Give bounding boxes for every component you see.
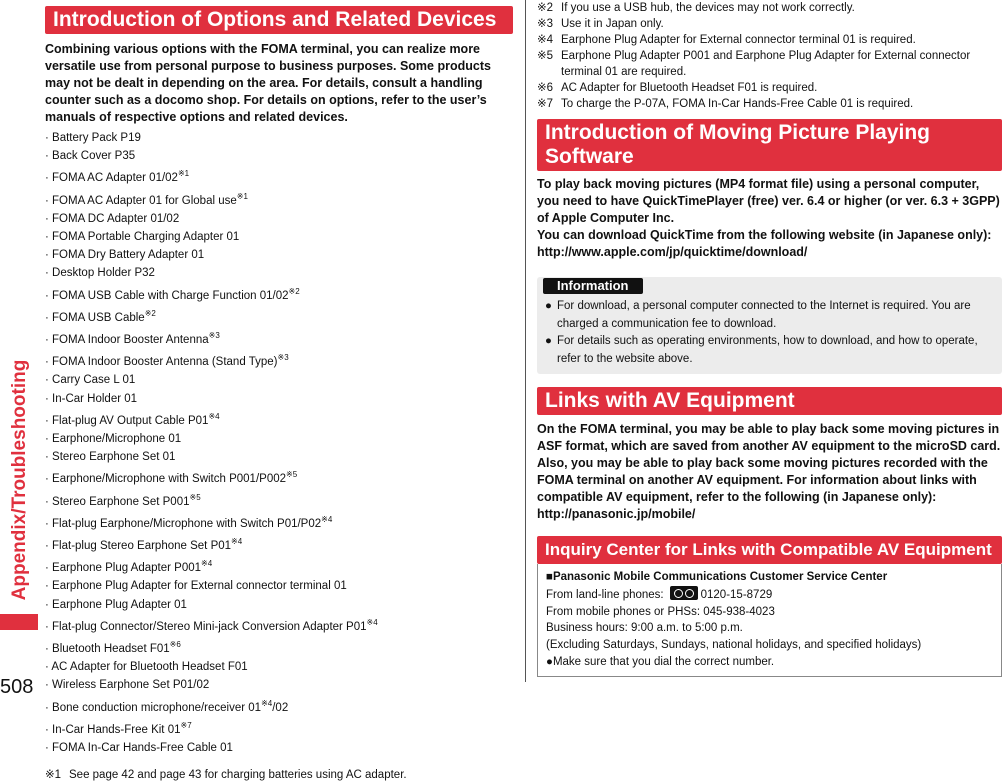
bullet-icon: ●: [545, 335, 552, 347]
information-box: [537, 277, 1002, 374]
av-body: [537, 421, 1002, 523]
information-label: Information: [543, 278, 643, 294]
option-item-text: · FOMA AC Adapter 01 for Global use: [45, 194, 237, 207]
landline-line: [546, 586, 993, 604]
option-item: [45, 228, 513, 246]
footnote-mark: ※3: [537, 18, 554, 30]
footnote-ref: ※4: [366, 617, 378, 627]
info-bullet: [537, 298, 1002, 333]
option-item: [45, 349, 513, 371]
option-item-text: · FOMA In-Car Hands-Free Cable 01: [45, 742, 233, 755]
excluding-days: (Excluding Saturdays, Sundays, national holidays, and specified holidays): [546, 639, 922, 652]
footnote-ref: ※5: [189, 492, 201, 502]
footnote: [537, 96, 1002, 112]
info-bullet-text: For download, a personal computer connected to the Internet is required. You are charged a communication fee to download.: [557, 300, 971, 330]
column-divider: [525, 0, 526, 682]
option-item: [45, 739, 513, 757]
option-item: [45, 283, 513, 305]
footnote-mark: ※2: [537, 2, 554, 14]
footnote-text: See page 42 and page 43 for charging batteries using AC adapter.: [69, 769, 407, 782]
option-item-text: · Back Cover P35: [45, 150, 136, 163]
video-body-1: To play back moving pictures (MP4 format file) using a personal computer, you need to have QuickTimePlayer (free) ver. 6.4 or higher (or ver. 6.3 + 3GPP) of Apple Computer Inc.: [537, 177, 1000, 225]
option-item-text: · Bluetooth Headset F01: [45, 643, 170, 656]
footnote: [537, 80, 1002, 96]
footnote-ref: ※2: [144, 308, 156, 318]
section-tab-label: Appendix/Troubleshooting: [9, 359, 30, 601]
option-item-text: · FOMA DC Adapter 01/02: [45, 212, 180, 225]
footnote-mark: ※4: [537, 34, 554, 46]
footnote-ref: ※6: [169, 640, 181, 650]
option-item: [45, 466, 513, 488]
option-item-text: · Earphone Plug Adapter P001: [45, 562, 202, 575]
video-heading: Introduction of Moving Picture Playing Software: [537, 119, 1002, 171]
footnote-mark: ※7: [537, 98, 554, 110]
option-item-text: · FOMA Indoor Booster Antenna: [45, 334, 209, 347]
video-body-2: You can download QuickTime from the following website (in Japanese only):: [537, 228, 992, 242]
info-bullet-text: For details such as operating environments, how to download, and how to operate, refer to the website above.: [557, 335, 978, 365]
option-item: [45, 636, 513, 658]
option-item: [45, 511, 513, 533]
footnote-mark: ※5: [537, 50, 554, 62]
footnote-ref: ※4: [321, 514, 333, 524]
contact-box: [537, 564, 1002, 677]
option-item: [45, 264, 513, 282]
av-heading: Links with AV Equipment: [537, 387, 1002, 415]
footnote-text: Earphone Plug Adapter P001 and Earphone Plug Adapter for External connector terminal 01 are required.: [561, 50, 971, 78]
footnote-ref: ※7: [180, 720, 192, 730]
option-item-text: · Flat-plug Stereo Earphone Set P01: [45, 540, 232, 553]
footnote: [537, 16, 1002, 32]
footnote-1: [45, 767, 513, 783]
option-item: [45, 717, 513, 739]
footnote-ref: ※4: [208, 411, 220, 421]
option-item-text: · Bone conduction microphone/receiver 01: [45, 701, 262, 714]
footnote-ref: ※2: [288, 286, 300, 296]
info-bullet: [537, 333, 1002, 368]
footnote-mark: ※6: [537, 82, 554, 94]
video-body: [537, 176, 1002, 261]
footnote-ref: ※4: [261, 698, 273, 708]
option-item-text: · FOMA AC Adapter 01/02: [45, 172, 178, 185]
footnotes: [537, 0, 1002, 112]
footnote-ref: ※1: [236, 191, 248, 201]
footnote: [537, 0, 1002, 16]
inquiry-section: [537, 536, 1002, 677]
option-item: [45, 327, 513, 349]
quicktime-url[interactable]: http://www.apple.com/jp/quicktime/download/: [537, 245, 808, 259]
mobile-line: From mobile phones or PHSs: 045-938-4023: [546, 605, 775, 618]
av-body-text: On the FOMA terminal, you may be able to play back some moving pictures in ASF format, which are saved from another AV equipment to the microSD card. Also, you may be able to play back some moving pictures recorded with the FOMA terminal on another AV equipment. For information about links with compatible AV equipment, refer to the following (in Japanese only):: [537, 422, 1001, 504]
footnote-ref: ※4: [201, 559, 213, 569]
option-item-text: · Flat-plug Connector/Stereo Mini-jack Conversion Adapter P01: [45, 620, 367, 633]
option-item-text: · Wireless Earphone Set P01/02: [45, 679, 210, 692]
option-item: [45, 676, 513, 694]
option-item-text: · Earphone/Microphone with Switch P001/P002: [45, 473, 287, 486]
footnote: [537, 48, 1002, 80]
option-item: [45, 695, 513, 717]
footnote-ref: ※5: [286, 470, 298, 480]
option-item: [45, 430, 513, 448]
footnote-ref: ※4: [231, 537, 243, 547]
dial-note: [546, 654, 993, 671]
option-item: [45, 555, 513, 577]
option-item: [45, 147, 513, 165]
footnote-ref: ※3: [277, 353, 289, 363]
footnote: [537, 32, 1002, 48]
option-item-text: · Earphone Plug Adapter 01: [45, 598, 187, 611]
page-number: 508: [0, 676, 34, 698]
footnote-mark: ※1: [45, 769, 62, 782]
panasonic-url[interactable]: http://panasonic.jp/mobile/: [537, 507, 696, 521]
footnote-text: AC Adapter for Bluetooth Headset F01 is required.: [561, 82, 818, 94]
section-tab: [3, 359, 37, 601]
option-item: [45, 489, 513, 511]
option-item: [45, 408, 513, 430]
footnote-text: To charge the P-07A, FOMA In-Car Hands-Free Cable 01 is required.: [561, 98, 914, 110]
side-tab: [0, 0, 38, 699]
option-item-text: · AC Adapter for Bluetooth Headset F01: [45, 661, 248, 674]
option-item: [45, 658, 513, 676]
options-intro: Combining various options with the FOMA terminal, you can realize more versatile use from personal purpose to business purposes. Some products may not be dealt in depending on the area. For details, consult a handling counter such as a docomo shop. For details on options, refer to the user’s manuals of respective options and related devices.: [45, 42, 491, 124]
option-item: [45, 390, 513, 408]
option-item: [45, 188, 513, 210]
footnote-text: Earphone Plug Adapter for External connector terminal 01 is required.: [561, 34, 916, 46]
option-item-text: · In-Car Holder 01: [45, 392, 138, 405]
bullet-icon: ●: [546, 655, 553, 668]
option-item-text: · Desktop Holder P32: [45, 267, 155, 280]
option-item: [45, 165, 513, 187]
bullet-icon: ●: [545, 300, 552, 312]
option-item: [45, 614, 513, 636]
option-item-text: · FOMA Dry Battery Adapter 01: [45, 249, 205, 262]
option-item-text: · Stereo Earphone Set P001: [45, 495, 190, 508]
option-item: [45, 129, 513, 147]
option-item: [45, 448, 513, 466]
option-item-text: · Battery Pack P19: [45, 132, 141, 144]
options-list: [45, 129, 513, 757]
option-item-suffix: /02: [272, 701, 289, 714]
option-item: [45, 596, 513, 614]
option-item: [45, 533, 513, 555]
option-item-text: · Stereo Earphone Set 01: [45, 451, 176, 464]
option-item-text: · Flat-plug AV Output Cable P01: [45, 414, 209, 427]
free-dial-icon: [670, 586, 698, 600]
option-item: [45, 246, 513, 264]
footnote-text: Use it in Japan only.: [561, 18, 664, 30]
footnote-ref: ※1: [177, 169, 190, 179]
option-item-text: · In-Car Hands-Free Kit 01: [45, 723, 181, 736]
dial-note-text: Make sure that you dial the correct number.: [552, 655, 775, 668]
section-color-bar: [0, 614, 38, 630]
option-item-text: · Earphone Plug Adapter for External connector terminal 01: [45, 580, 347, 593]
left-column: [45, 6, 513, 783]
option-item-text: · FOMA USB Cable with Charge Function 01/02: [45, 289, 289, 302]
business-hours: Business hours: 9:00 a.m. to 5:00 p.m.: [546, 622, 743, 635]
footnote-text: If you use a USB hub, the devices may not work correctly.: [561, 2, 855, 14]
option-item: [45, 371, 513, 389]
option-item-text: · Carry Case L 01: [45, 374, 136, 387]
options-heading: Introduction of Options and Related Devices: [45, 6, 513, 34]
option-item-text: · Earphone/Microphone 01: [45, 433, 182, 446]
option-item: [45, 577, 513, 595]
option-item-text: · FOMA Indoor Booster Antenna (Stand Type): [45, 356, 278, 369]
footnote-ref: ※3: [208, 331, 220, 341]
right-column: [537, 0, 1002, 677]
option-item-text: · Flat-plug Earphone/Microphone with Switch P01/P02: [45, 517, 322, 530]
landline-label: From land-line phones:: [546, 588, 664, 601]
inquiry-heading: Inquiry Center for Links with Compatible AV Equipment: [537, 536, 1002, 564]
option-item-text: · FOMA Portable Charging Adapter 01: [45, 231, 240, 244]
option-item: [45, 210, 513, 228]
option-item-text: · FOMA USB Cable: [45, 311, 145, 324]
service-center-title: ■Panasonic Mobile Communications Customer Service Center: [546, 571, 888, 583]
option-item: [45, 305, 513, 327]
landline-number: 0120-15-8729: [700, 588, 773, 601]
